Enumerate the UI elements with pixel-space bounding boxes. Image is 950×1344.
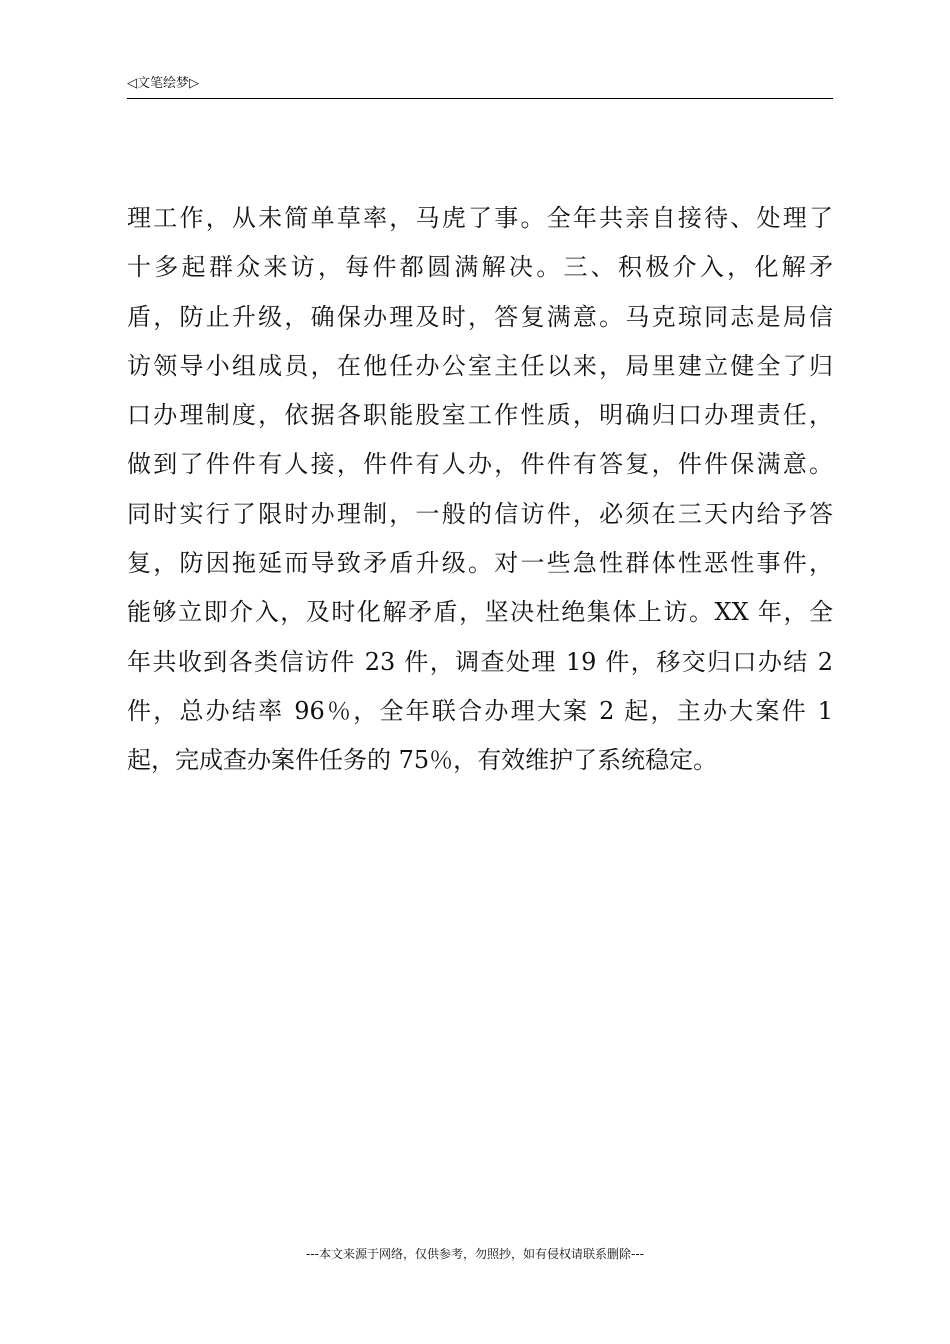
paragraph-line: 同时实行了限时办理制，一般的信访件，必须在三天内给予答 [127,499,833,528]
footer-disclaimer: ---本文来源于网络，仅供参考，勿照抄，如有侵权请联系删除--- [306,1247,644,1261]
paragraph-line: 口办理制度，依据各职能股室工作性质，明确归口办理责任， [127,401,833,430]
header-title: ◁文笔绘梦▷ [127,76,199,91]
paragraph-line: 年共收到各类信访件 23 件，调查处理 19 件，移交归口办结 2 [127,647,833,676]
paragraph-line: 复，防因拖延而导致矛盾升级。对一些急性群体性恶性事件， [127,549,833,578]
paragraph-line: 能够立即介入，及时化解矛盾，坚决杜绝集体上访。XX 年，全 [127,598,833,627]
paragraph-line: 十多起群众来访，每件都圆满解决。三、积极介入，化解矛 [127,253,833,282]
paragraph-line: 盾，防止升级，确保办理及时，答复满意。马克琼同志是局信 [127,302,833,331]
page-header [127,74,833,99]
paragraph-line: 做到了件件有人接，件件有人办，件件有答复，件件保满意。 [127,450,833,479]
paragraph-line: 理工作，从未简单草率，马虎了事。全年共亲自接待、处理了 [127,204,833,232]
paragraph-line: 访领导小组成员，在他任办公室主任以来，局里建立健全了归 [127,351,833,380]
paragraph-line: 起，完成查办案件任务的 75％，有效维护了系统稳定。 [127,746,718,775]
paragraph-line: 件，总办结率 96％，全年联合办理大案 2 起，主办大案件 1 [127,696,833,725]
body-text [127,194,833,786]
